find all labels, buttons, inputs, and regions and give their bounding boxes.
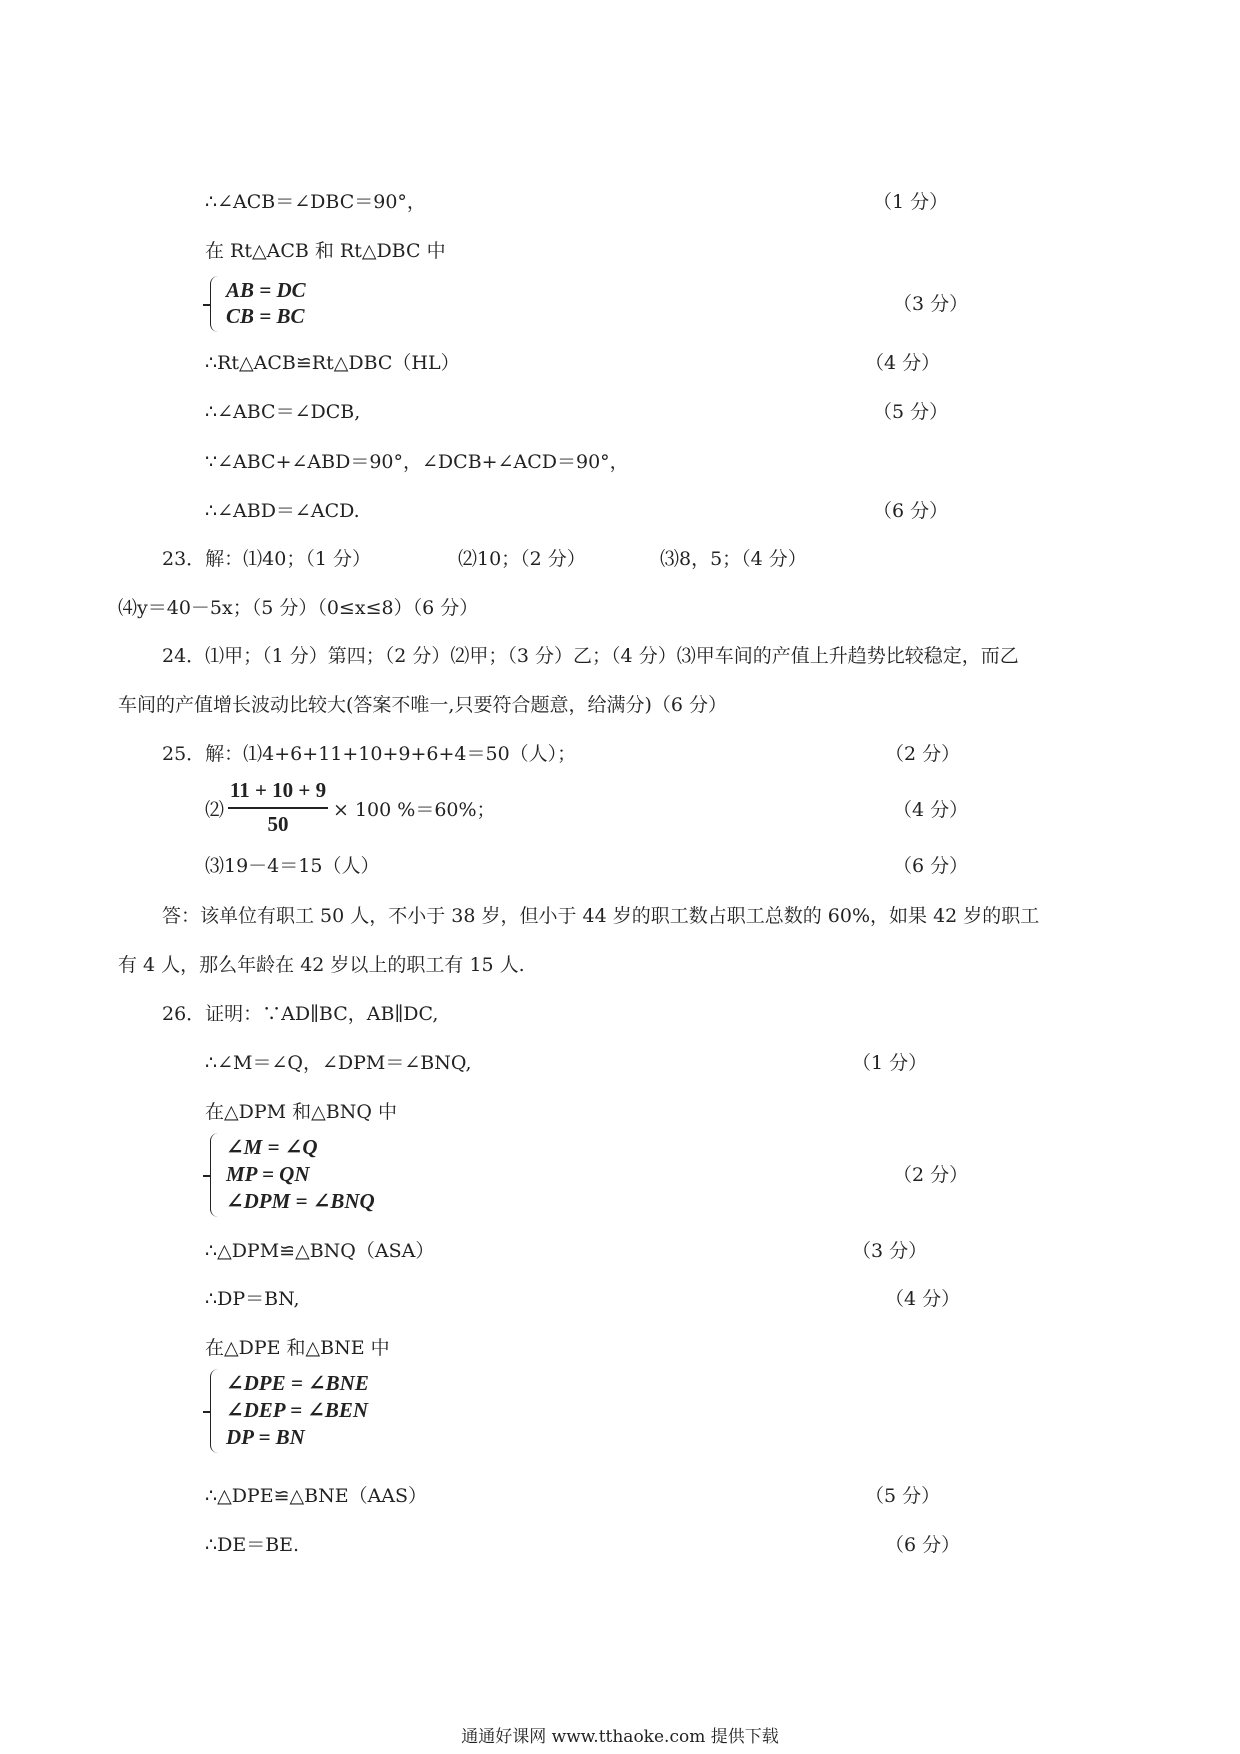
answer-line: 车间的产值增长波动比较大(答案不唯一,只要符合题意，给满分)（6 分） — [118, 694, 727, 716]
equation: MP = QN — [226, 1162, 310, 1186]
fraction — [228, 778, 328, 840]
equation: DP = BN — [226, 1425, 305, 1449]
fraction-numerator: 11 + 10 + 9 — [229, 778, 327, 802]
answer-line: 答：该单位有职工 50 人，不小于 38 岁，但小于 44 岁的职工数占职工总数的 60%，如果 42 岁的职工 — [162, 905, 1040, 927]
score-label: （1 分） — [873, 191, 949, 213]
proof-line: 在△DPM 和△BNQ 中 — [205, 1101, 397, 1123]
proof-line: ∵∠ABC+∠ABD＝90°，∠DCB+∠ACD＝90°， — [205, 451, 629, 473]
score-label: （3 分） — [893, 293, 969, 315]
brace-icon — [210, 1369, 221, 1453]
proof-line: ∴Rt△ACB≌Rt△DBC（HL） — [205, 352, 460, 374]
proof-line: ∴∠ACB＝∠DBC＝90°， — [205, 191, 426, 213]
proof-line: ∴DE＝BE. — [205, 1534, 300, 1556]
answer-line: 24．⑴甲；（1 分）第四；（2 分）⑵甲；（3 分）乙；（4 分）⑶甲车间的产值上升趋势比较稳定，而乙 — [162, 645, 1019, 667]
score-label: （4 分） — [893, 799, 969, 821]
page-footer: 通通好课网 www.tthaoke.com 提供下载 — [461, 1727, 779, 1747]
proof-line: 在 Rt△ACB 和 Rt△DBC 中 — [205, 240, 446, 262]
equation: ∠M = ∠Q — [226, 1135, 318, 1159]
score-label: （1 分） — [852, 1052, 928, 1074]
score-label: （3 分） — [852, 1240, 928, 1262]
score-label: （5 分） — [873, 401, 949, 423]
answer-line: ⑶8，5；（4 分） — [660, 548, 807, 570]
score-label: （4 分） — [865, 352, 941, 374]
equation-system — [210, 1369, 410, 1453]
answer-line: × 100 %＝60%； — [333, 799, 496, 821]
score-label: （6 分） — [885, 1534, 961, 1556]
proof-line: ∴∠ABC＝∠DCB, — [205, 401, 361, 423]
proof-line: ∴△DPM≌△BNQ（ASA） — [205, 1240, 435, 1262]
proof-line: 在△DPE 和△BNE 中 — [205, 1337, 390, 1359]
answer-line: ⑵ — [205, 799, 225, 821]
equation: ∠DPE = ∠BNE — [226, 1371, 369, 1395]
fraction-denominator: 50 — [267, 812, 289, 836]
score-label: （2 分） — [893, 1164, 969, 1186]
brace-icon — [210, 276, 221, 332]
proof-line: 26．证明：∵AD∥BC，AB∥DC, — [162, 1003, 439, 1025]
answer-line: ⑶19－4＝15（人） — [205, 855, 380, 877]
score-label: （6 分） — [873, 500, 949, 522]
fraction-bar — [228, 807, 328, 809]
answer-line: ⑷y＝40－5x；（5 分）（0≤x≤8）（6 分） — [118, 597, 479, 619]
score-label: （2 分） — [885, 743, 961, 765]
proof-line: ∴△DPE≌△BNE（AAS） — [205, 1485, 428, 1507]
answer-line: 有 4 人，那么年龄在 42 岁以上的职工有 15 人. — [118, 954, 525, 976]
equation-system — [210, 1133, 410, 1217]
answer-line: ⑵10；（2 分） — [458, 548, 586, 570]
equation: ∠DEP = ∠BEN — [226, 1398, 369, 1422]
score-label: （4 分） — [885, 1288, 961, 1310]
proof-line: ∴∠ABD＝∠ACD. — [205, 500, 360, 522]
brace-icon — [210, 1133, 221, 1217]
equation: CB = BC — [226, 304, 305, 328]
equation: ∠DPM = ∠BNQ — [226, 1189, 375, 1213]
proof-line: ∴∠M＝∠Q，∠DPM＝∠BNQ, — [205, 1052, 472, 1074]
score-label: （5 分） — [865, 1485, 941, 1507]
answer-line: 23．解：⑴40；（1 分） — [162, 548, 371, 570]
proof-line: ∴DP＝BN, — [205, 1288, 300, 1310]
score-label: （6 分） — [893, 855, 969, 877]
equation-system — [210, 276, 370, 332]
answer-line: 25．解：⑴4+6+11+10+9+6+4＝50（人）； — [162, 743, 577, 765]
equation: AB = DC — [226, 278, 306, 302]
